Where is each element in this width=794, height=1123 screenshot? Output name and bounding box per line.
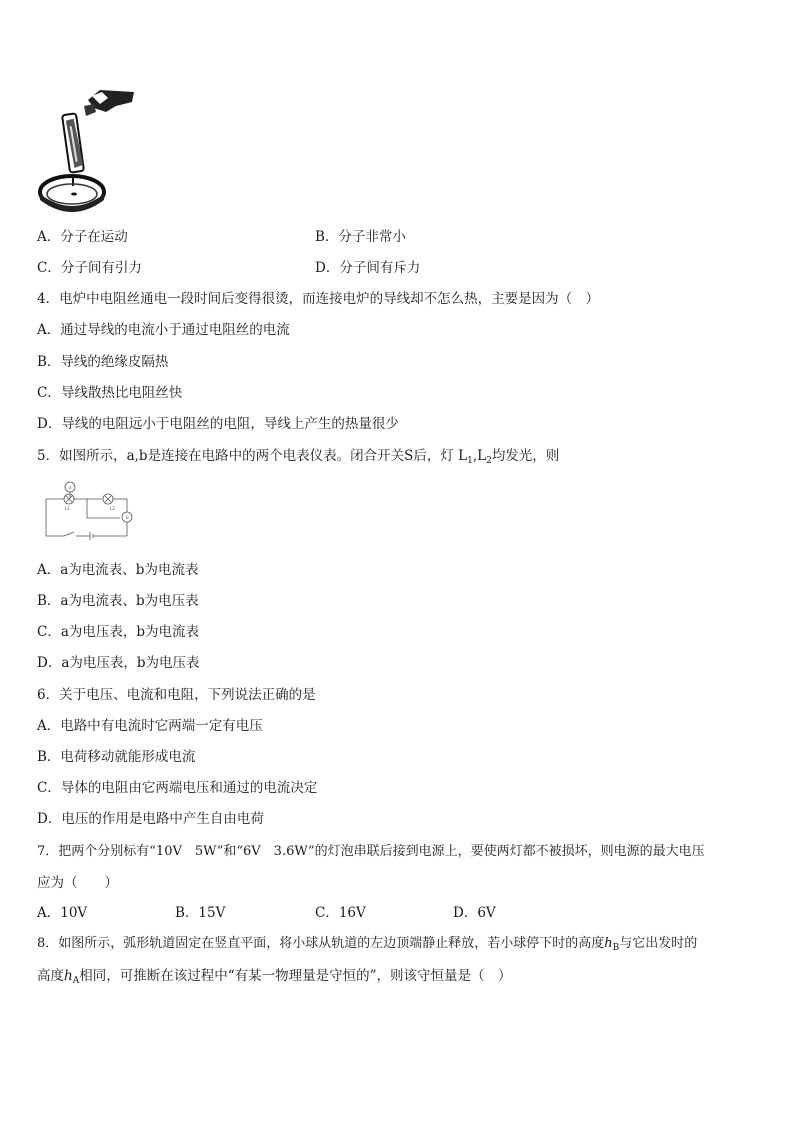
q7-stem-line2: 应为（ ） xyxy=(37,875,118,891)
q3-option-d: D．分子间有斥力 xyxy=(315,260,421,276)
circuit-svg xyxy=(40,478,140,548)
q8-stem-line1: 8．如图所示，弧形轨道固定在竖直平面，将小球从轨道的左边顶端静止释放，若小球停下时的高度$h_B$与它出发时的 xyxy=(37,936,698,953)
q5-option-d: D．a为电压表，b为电压表 xyxy=(37,655,200,671)
q6-option-c: C．导体的电阻由它两端电压和通过的电流决定 xyxy=(37,780,318,796)
meter-a-label: a xyxy=(69,485,72,490)
q6-option-d: D．电压的作用是电路中产生自由电荷 xyxy=(37,811,264,827)
q4-option-b: B．导线的绝缘皮隔热 xyxy=(37,354,169,370)
q7-option-b: B．15V xyxy=(175,905,226,921)
q3-option-c: C．分子间有引力 xyxy=(37,260,142,276)
diffusion-experiment-figure xyxy=(36,86,136,216)
q7-option-c: C．16V xyxy=(315,905,366,921)
q5-option-c: C．a为电压表，b为电流表 xyxy=(37,624,200,640)
q5-option-a: A．a为电流表、b为电流表 xyxy=(37,562,199,578)
q6-stem: 6．关于电压、电流和电阻，下列说法正确的是 xyxy=(37,687,316,703)
q7-stem-line1: 7．把两个分别标有“10V 5W”和“6V 3.6W”的灯泡串联后接到电源上，要使两灯都不被损坏，则电源的最大电压 xyxy=(37,844,705,859)
q7-option-d: D．6V xyxy=(453,905,496,921)
q5-stem: 5．如图所示，a,b是连接在电路中的两个电表仪表。闭合开关S后，灯 $L_1,L_2$均发光，则 xyxy=(37,448,560,466)
dropper-dish-illustration xyxy=(36,86,136,216)
q5-option-b: B．a为电流表、b为电压表 xyxy=(37,593,199,609)
meter-b-label: b xyxy=(126,515,129,520)
q3-option-b: B．分子非常小 xyxy=(315,229,406,245)
q4-option-d: D．导线的电阻远小于电阻丝的电阻，导线上产生的热量很少 xyxy=(37,416,399,432)
q8-stem-line2: 高度$h_A$相同，可推断在该过程中“有某一物理量是守恒的”，则该守恒量是（ ） xyxy=(37,968,512,986)
lamp2-label: L2 xyxy=(110,506,115,511)
q7-option-a: A．10V xyxy=(37,905,88,921)
q6-option-b: B．电荷移动就能形成电流 xyxy=(37,749,196,765)
lamp1-label: L1 xyxy=(65,506,70,511)
q4-option-c: C．导线散热比电阻丝快 xyxy=(37,385,183,401)
q3-option-a: A．分子在运动 xyxy=(37,229,128,245)
q4-stem: 4．电炉中电阻丝通电一段时间后变得很烫，而连接电炉的导线却不怎么热，主要是因为（ ） xyxy=(37,291,600,307)
q6-option-a: A．电路中有电流时它两端一定有电压 xyxy=(37,718,263,734)
q4-option-a: A．通过导线的电流小于通过电阻丝的电流 xyxy=(37,322,290,338)
circuit-diagram xyxy=(40,478,140,548)
